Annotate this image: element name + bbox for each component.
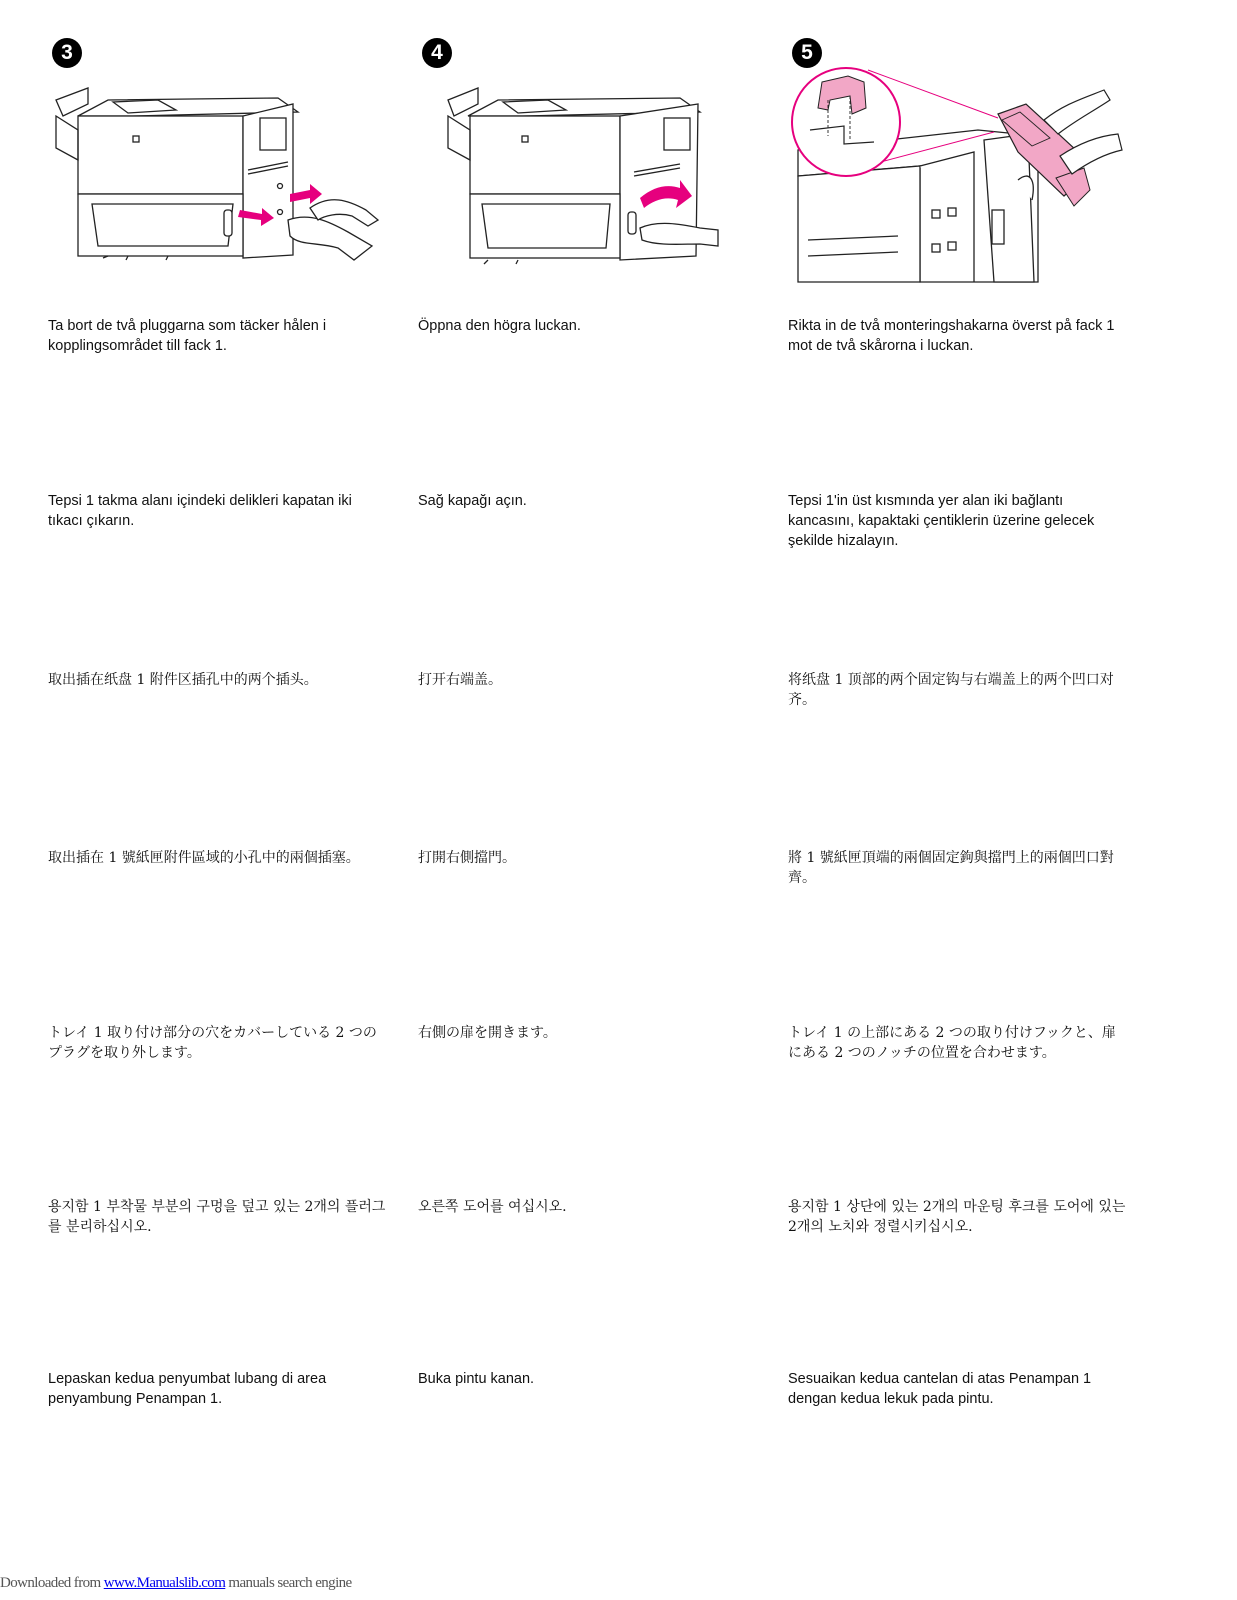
instruction-korean: 오른쪽 도어를 여십시오. (418, 1199, 567, 1215)
instruction-japanese: トレイ 1 取り付け部分の穴をカバーしている 2 つのプラグを取り外します。 (48, 1025, 377, 1061)
instruction-korean: 용지함 1 상단에 있는 2개의 마운팅 후크를 도어에 있는 2개의 노치와 정렬시키십시오. (788, 1199, 1126, 1235)
instruction-swedish: Rikta in de två monteringshakarna överst på fack 1 mot de två skårorna i luckan. (788, 318, 1115, 354)
download-footer (0, 1575, 352, 1592)
instruction-korean: 용지함 1 부착물 부분의 구멍을 덮고 있는 2개의 플러그를 분리하십시오. (48, 1199, 386, 1235)
instruction-swedish: Öppna den högra luckan. (418, 318, 581, 334)
instruction-simplified-chinese: 取出插在纸盘 1 附件区插孔中的两个插头。 (48, 672, 318, 688)
instruction-indonesian: Buka pintu kanan. (418, 1371, 535, 1387)
instruction-indonesian: Sesuaikan kedua cantelan di atas Penampan 1 dengan kedua lekuk pada pintu. (788, 1371, 1092, 1407)
instruction-traditional-chinese: 取出插在 1 號紙匣附件區域的小孔中的兩個插塞。 (48, 850, 360, 866)
instruction-swedish: Ta bort de två pluggarna som täcker hålen i kopplingsområdet till fack 1. (48, 318, 327, 354)
align-tray-hooks-illustration (788, 60, 1128, 290)
step-number-badge: 3 (52, 38, 82, 68)
instruction-japanese: 右側の扉を開きます。 (418, 1025, 557, 1041)
instruction-turkish: Tepsi 1'in üst kısmında yer alan iki bağlantı kancasını, kapaktaki çentiklerin üzerine gelecek şekilde hizalayın. (788, 493, 1095, 549)
step-number-badge: 5 (792, 38, 822, 68)
instruction-traditional-chinese: 將 1 號紙匣頂端的兩個固定鉤與擋門上的兩個凹口對齊。 (788, 850, 1114, 886)
instruction-traditional-chinese: 打開右側擋門。 (418, 850, 516, 866)
instruction-japanese: トレイ 1 の上部にある 2 つの取り付けフックと、扉にある 2 つのノッチの位置を合わせます。 (788, 1025, 1116, 1061)
printer-remove-plugs-illustration (48, 60, 388, 290)
instruction-simplified-chinese: 将纸盘 1 顶部的两个固定钩与右端盖上的两个凹口对齐。 (788, 672, 1114, 708)
instruction-simplified-chinese: 打开右端盖。 (418, 672, 502, 688)
footer-suffix: manuals search engine (225, 1575, 352, 1591)
printer-open-right-door-illustration (418, 60, 758, 290)
footer-prefix: Downloaded from (0, 1575, 104, 1591)
manualslib-link[interactable]: www.Manualslib.com (103, 1575, 226, 1591)
instruction-turkish: Tepsi 1 takma alanı içindeki delikleri kapatan iki tıkacı çıkarın. (48, 493, 352, 529)
instruction-turkish: Sağ kapağı açın. (418, 493, 527, 509)
step-number-badge: 4 (422, 38, 452, 68)
instruction-indonesian: Lepaskan kedua penyumbat lubang di area penyambung Penampan 1. (48, 1371, 327, 1407)
